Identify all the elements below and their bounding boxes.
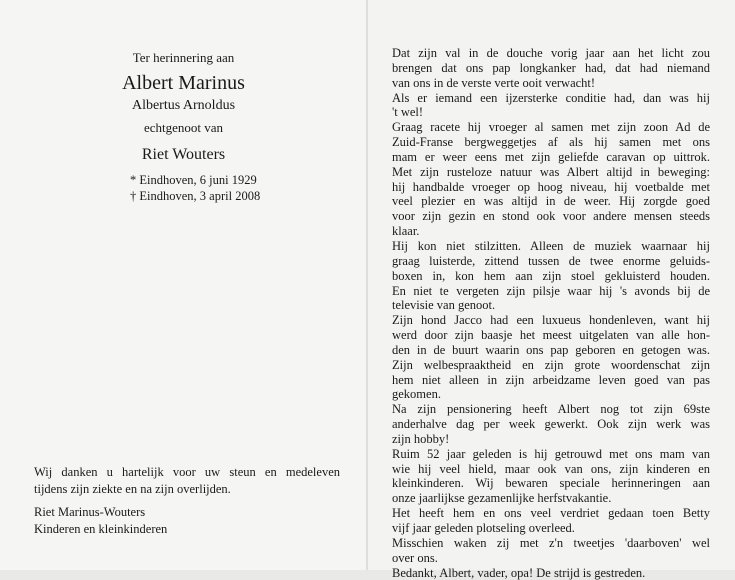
- birth-date: * Eindhoven, 6 juni 1929: [130, 173, 257, 187]
- thanks-line: tijdens zijn ziekte en na zijn overlijden.: [34, 481, 231, 496]
- text-line: Na zijn pensionering heeft Albert nog tot zijn 69ste: [392, 402, 710, 417]
- text-line: wie hij veel hield, maar ook van ons, zijn kinderen en: [392, 461, 710, 476]
- thanks-text: [34, 464, 340, 497]
- deceased-name: Albert Marinus: [122, 72, 245, 94]
- text-line: Zuid-Franse bergweggetjes af als hij samen met ons: [392, 135, 710, 150]
- text-line: kleinkinderen. Wij bewaren speciale herinneringen aan: [392, 476, 710, 491]
- text-line: Hij kon niet stilzitten. Alleen de muziek waarnaar hij: [392, 238, 710, 253]
- life-dates: [0, 172, 367, 204]
- text-line: onze jaarlijkse gezamenlijke herfstvakantie.: [392, 491, 612, 506]
- text-line: Als er iemand een ijzersterke conditie had, dan was hij: [392, 90, 710, 105]
- text-line: vijf jaar geleden plotseling overleed.: [392, 521, 575, 535]
- text-line: Bedankt, Albert, vader, opa! De strijd is gestreden.: [392, 565, 646, 580]
- death-date: † Eindhoven, 3 april 2008: [130, 189, 261, 203]
- text-line: Dat zijn val in de douche vorig jaar aan het licht zou: [392, 46, 710, 60]
- text-line: zijn hobby!: [392, 431, 450, 446]
- text-line: brengen dat ons pap longkanker had, dat had niemand: [392, 60, 710, 75]
- text-line: veel plezier en was altijd in de weer. Hij zorgde goed: [392, 194, 710, 209]
- text-line: Zijn hond Jacco had een luxueus hondenleven, want hij: [392, 313, 710, 328]
- intro-text: Ter herinnering aan: [132, 50, 235, 65]
- spouse-name: Riet Wouters: [141, 146, 226, 163]
- text-line: Zijn welbespraaktheid en zijn grote woordenschat zijn: [392, 357, 710, 372]
- text-line: hij handbalde vroeger op hoog niveau, hij voetbalde met: [392, 179, 710, 194]
- text-line: Ruim 52 jaar geleden is hij getrouwd met ons mam van: [392, 446, 710, 461]
- text-line: Het heeft hem en ons veel verdriet gedaan toen Betty: [392, 506, 710, 521]
- text-line: werd door zijn baasje het meest uitgelaten van alle hon-: [392, 328, 710, 343]
- signature: [34, 504, 167, 537]
- text-line: Graag racete hij vroeger al samen met zijn zoon Ad de: [392, 120, 710, 135]
- left-page: [0, 0, 367, 570]
- text-line: klaar.: [392, 224, 420, 239]
- text-line: anderhalve dag per week gewerkt. Ook zijn werk was: [392, 417, 710, 432]
- signature-line: Kinderen en kleinkinderen: [34, 521, 168, 536]
- signature-line: Riet Marinus-Wouters: [34, 505, 146, 519]
- text-line: den in de buurt waarin ons pap geboren en getogen was.: [392, 342, 710, 357]
- text-line: graag luisterde, zittend tussen de twee enorme geluids-: [392, 253, 710, 268]
- text-line: over ons.: [392, 550, 438, 565]
- text-line: 't wel!: [392, 105, 424, 120]
- thanks-line: Wij danken u hartelijk voor uw steun en medeleven: [34, 465, 340, 479]
- text-line: Misschien waken zij met z'n tweetjes 'daarboven' wel: [392, 535, 710, 550]
- text-line: Met zijn rusteloze natuur was Albert altijd in beweging:: [392, 164, 710, 179]
- text-line: mam er weer eens met zijn geliefde caravan op uittrok.: [392, 149, 710, 164]
- text-line: van ons in de verste verte ooit verwacht!: [392, 75, 596, 90]
- text-line: televisie van genoot.: [392, 298, 496, 313]
- memorial-text: [392, 46, 710, 580]
- text-line: En niet te vergeten zijn pilsje waar hij 's avonds bij de: [392, 283, 710, 298]
- spouse-intro-text: echtgenoot van: [143, 120, 224, 135]
- deceased-given-names: Albertus Arnoldus: [131, 98, 236, 113]
- text-line: gekomen.: [392, 387, 441, 402]
- text-line: boxen in, kon hem aan zijn stoel gekluisterd houden.: [392, 268, 710, 283]
- text-line: voor zijn gezin en stond ook voor andere mensen steeds: [392, 209, 710, 224]
- text-line: hem niet alleen in zijn arbeidzame leven goed van pas: [392, 372, 710, 387]
